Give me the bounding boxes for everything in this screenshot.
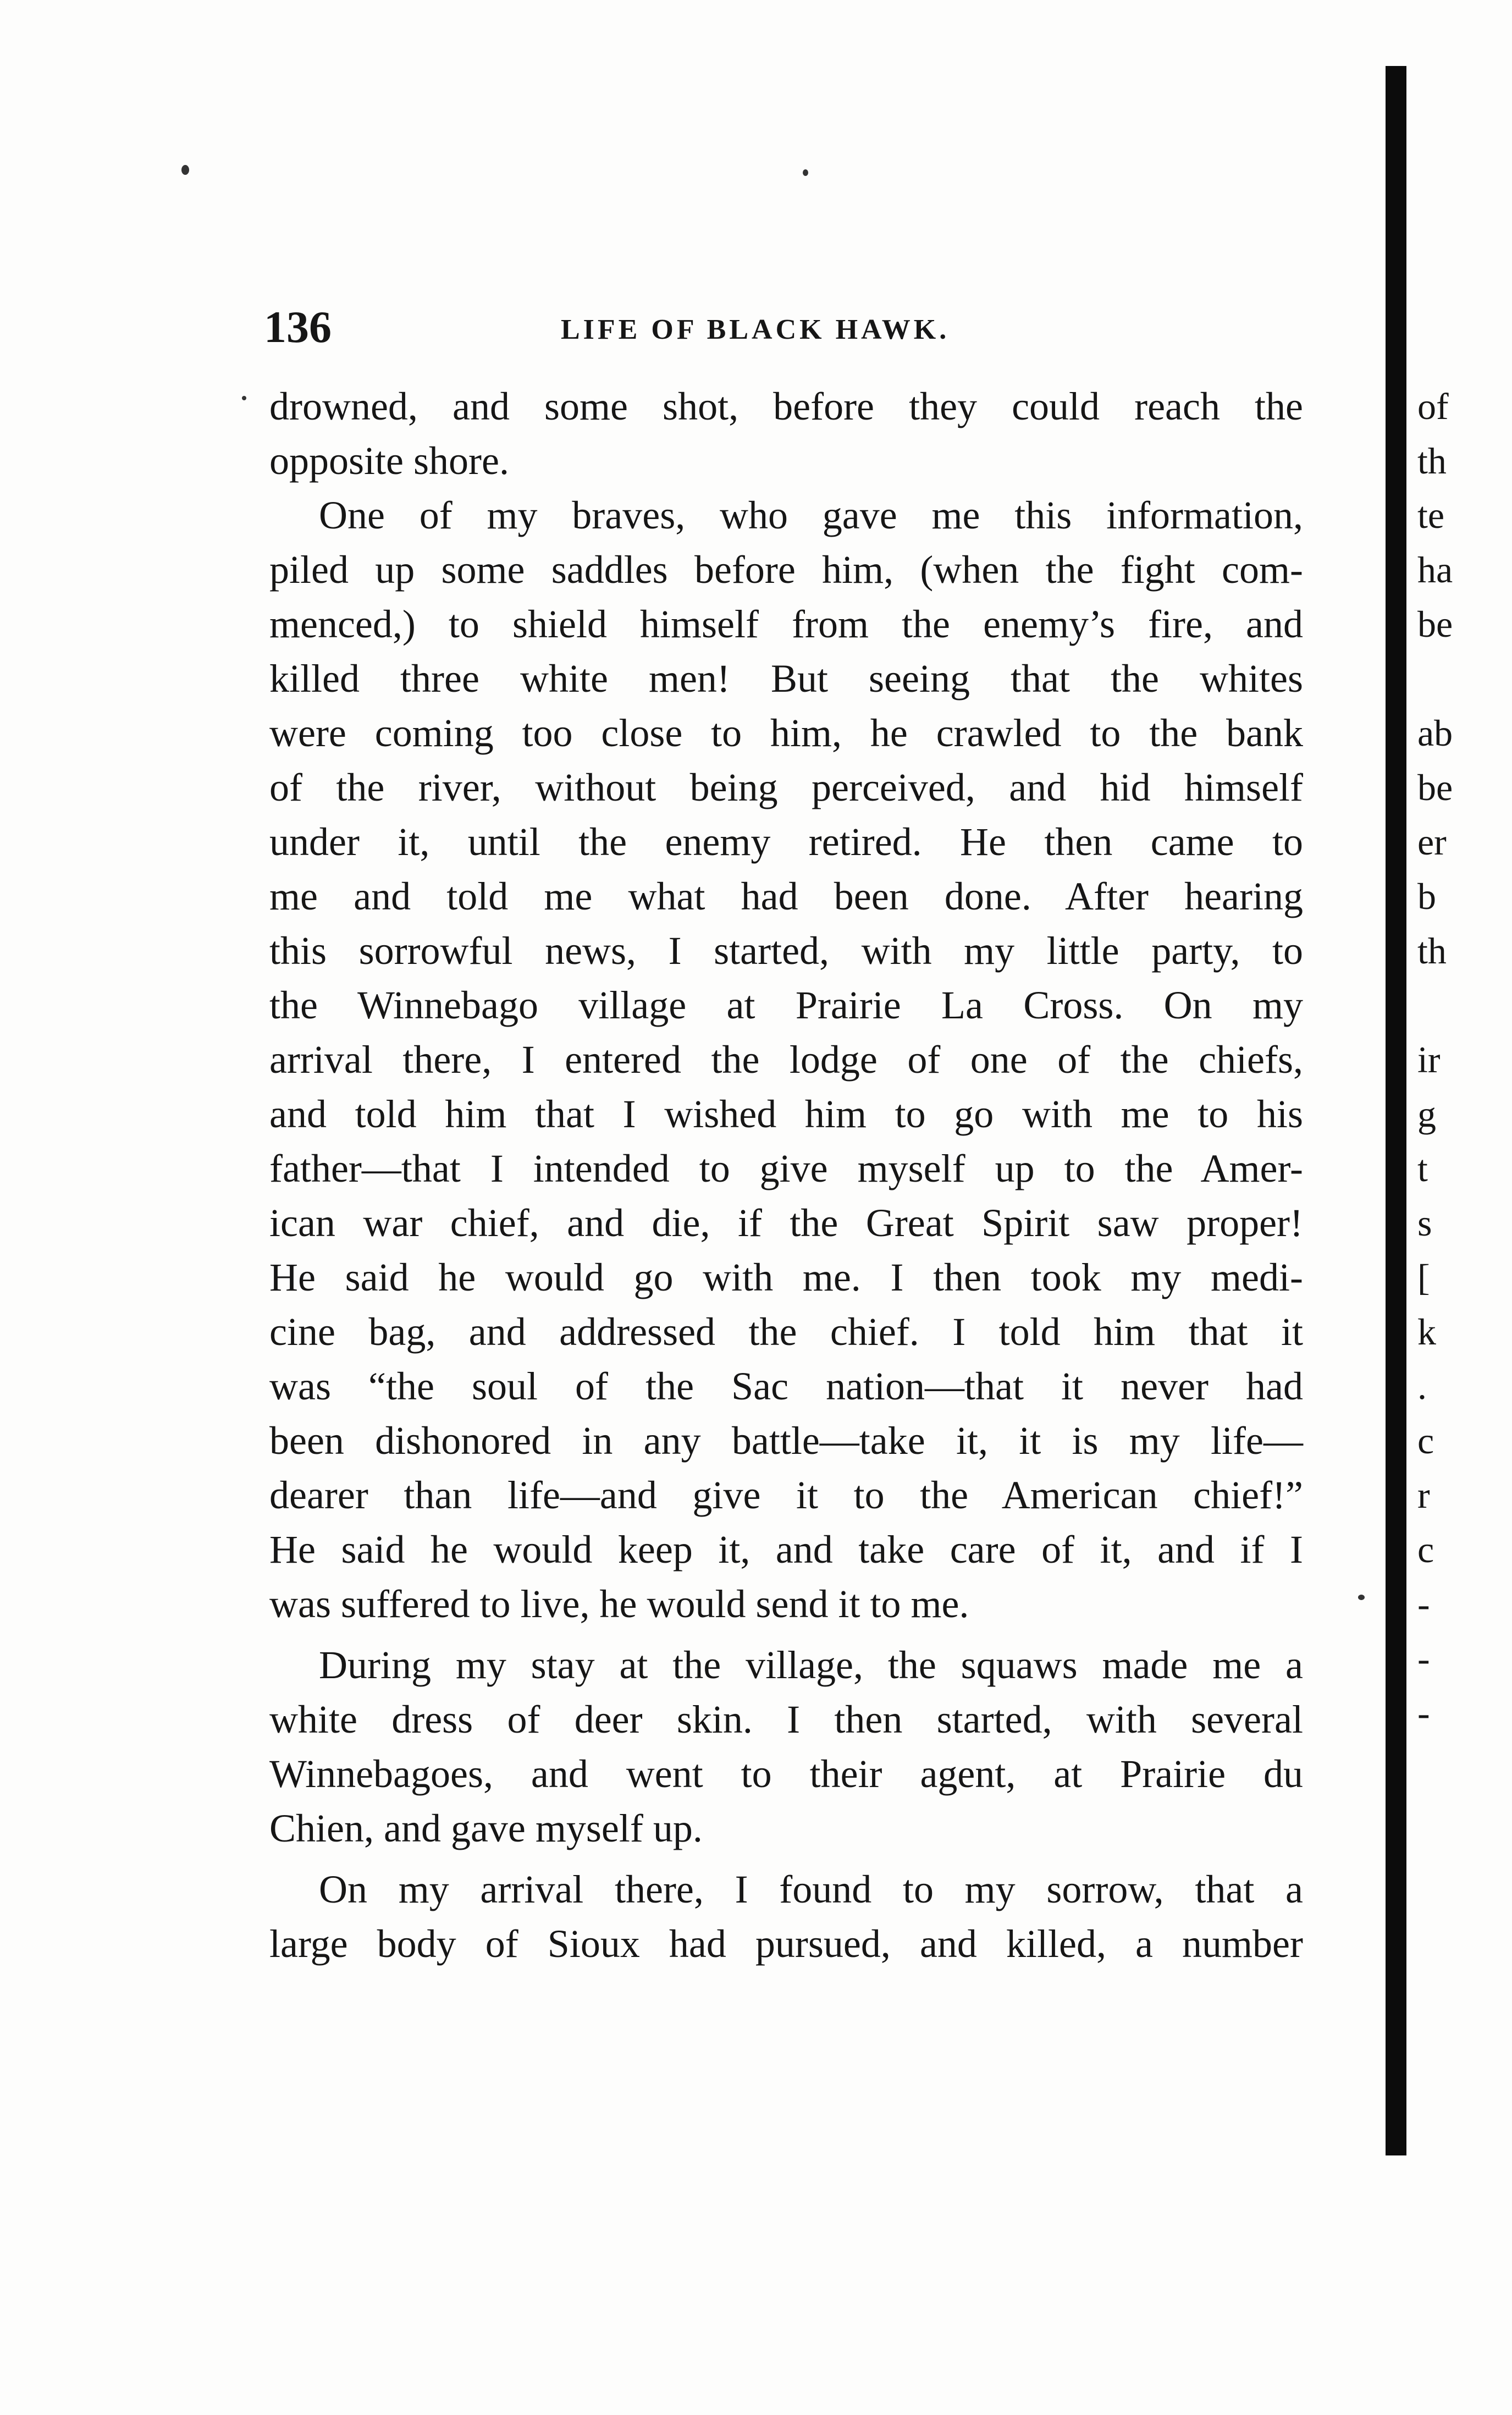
text-line: white dress of deer skin. I then started, with several xyxy=(269,1697,1303,1741)
text-line: father—that I intended to give myself up to the Amer- xyxy=(269,1146,1303,1190)
text-line: was “the soul of the Sac nation—that it never had xyxy=(269,1364,1303,1408)
facing-fragment: ha xyxy=(1417,549,1453,591)
text-line: killed three white men! But seeing that the whites xyxy=(269,657,1303,701)
binding-shadow xyxy=(1386,66,1406,2155)
facing-fragment: r xyxy=(1417,1474,1430,1516)
facing-fragment: be xyxy=(1417,603,1453,645)
scan-speck xyxy=(181,165,189,175)
facing-fragment: of xyxy=(1417,385,1449,427)
text-line: was suffered to live, he would send it to me. xyxy=(269,1582,969,1626)
text-line: and told him that I wished him to go with me to his xyxy=(269,1092,1303,1136)
text-line: this sorrowful news, I started, with my little party, to xyxy=(269,929,1303,973)
text-line: opposite shore. xyxy=(269,439,509,483)
text-line: of the river, without being perceived, and hid himself xyxy=(269,765,1303,809)
text-line: ican war chief, and die, if the Great Spirit saw proper! xyxy=(269,1201,1303,1245)
text-line: the Winnebago village at Prairie La Cross. On my xyxy=(269,983,1303,1027)
facing-fragment: c xyxy=(1417,1529,1434,1570)
text-line: me and told me what had been done. After hearing xyxy=(269,874,1303,918)
page-number: 136 xyxy=(264,302,332,352)
page-header xyxy=(264,301,1309,367)
running-head: LIFE OF BLACK HAWK. xyxy=(561,314,950,345)
text-line: He said he would keep it, and take care of it, and if I xyxy=(269,1528,1303,1572)
facing-fragment: c xyxy=(1417,1420,1434,1462)
facing-fragment: th xyxy=(1417,440,1447,482)
text-line: been dishonored in any battle—take it, it is my life— xyxy=(269,1419,1303,1463)
scan-speck xyxy=(1358,1595,1365,1600)
facing-fragment: [ xyxy=(1417,1256,1430,1298)
text-line: On my arrival there, I found to my sorrow, that a xyxy=(319,1867,1303,1911)
paragraph xyxy=(269,488,1303,1631)
text-line: One of my braves, who gave me this information, xyxy=(319,493,1303,537)
text-line: Chien, and gave myself up. xyxy=(269,1806,703,1850)
text-line: under it, until the enemy retired. He then came to xyxy=(269,820,1303,864)
facing-fragment: . xyxy=(1417,1365,1427,1407)
facing-fragment: er xyxy=(1417,821,1447,863)
facing-fragment: g xyxy=(1417,1093,1436,1135)
facing-fragment: th xyxy=(1417,930,1447,972)
facing-fragment: be xyxy=(1417,767,1453,808)
scan-speck xyxy=(242,396,246,400)
text-line: piled up some saddles before him, (when the fight com- xyxy=(269,548,1303,592)
text-line: were coming too close to him, he crawled to the bank xyxy=(269,711,1303,755)
scan-speck xyxy=(803,169,808,176)
text-line: menced,) to shield himself from the enemy’s fire, and xyxy=(269,602,1303,646)
text-line: He said he would go with me. I then took my medi- xyxy=(269,1255,1303,1299)
facing-fragment: ir xyxy=(1417,1039,1441,1080)
facing-fragment: k xyxy=(1417,1311,1436,1353)
facing-fragment xyxy=(1417,978,1505,1033)
paragraph xyxy=(269,1862,1303,1971)
facing-fragment: ab xyxy=(1417,712,1453,754)
text-line: large body of Sioux had pursued, and killed, a number xyxy=(269,1922,1303,1966)
body-text xyxy=(269,379,1303,1971)
facing-fragment: te xyxy=(1417,494,1445,536)
text-line: Winnebagoes, and went to their agent, at Prairie du xyxy=(269,1752,1303,1796)
facing-fragment: - xyxy=(1417,1583,1430,1625)
facing-fragment: t xyxy=(1417,1148,1428,1189)
paragraph xyxy=(269,379,1303,488)
text-line: dearer than life—and give it to the American chief!” xyxy=(269,1473,1303,1517)
text-line: cine bag, and addressed the chief. I told him that it xyxy=(269,1310,1303,1354)
facing-fragment: - xyxy=(1417,1637,1430,1679)
facing-fragment: - xyxy=(1417,1692,1430,1734)
facing-fragment xyxy=(1417,652,1505,706)
text-line: During my stay at the village, the squaws made me a xyxy=(319,1643,1303,1687)
text-line: drowned, and some shot, before they could reach the xyxy=(269,384,1303,428)
facing-page-fragments xyxy=(1417,379,1505,1740)
text-line: arrival there, I entered the lodge of one of the chiefs, xyxy=(269,1038,1303,1082)
facing-fragment: b xyxy=(1417,875,1436,917)
paragraph xyxy=(269,1638,1303,1856)
facing-fragment: s xyxy=(1417,1202,1432,1244)
